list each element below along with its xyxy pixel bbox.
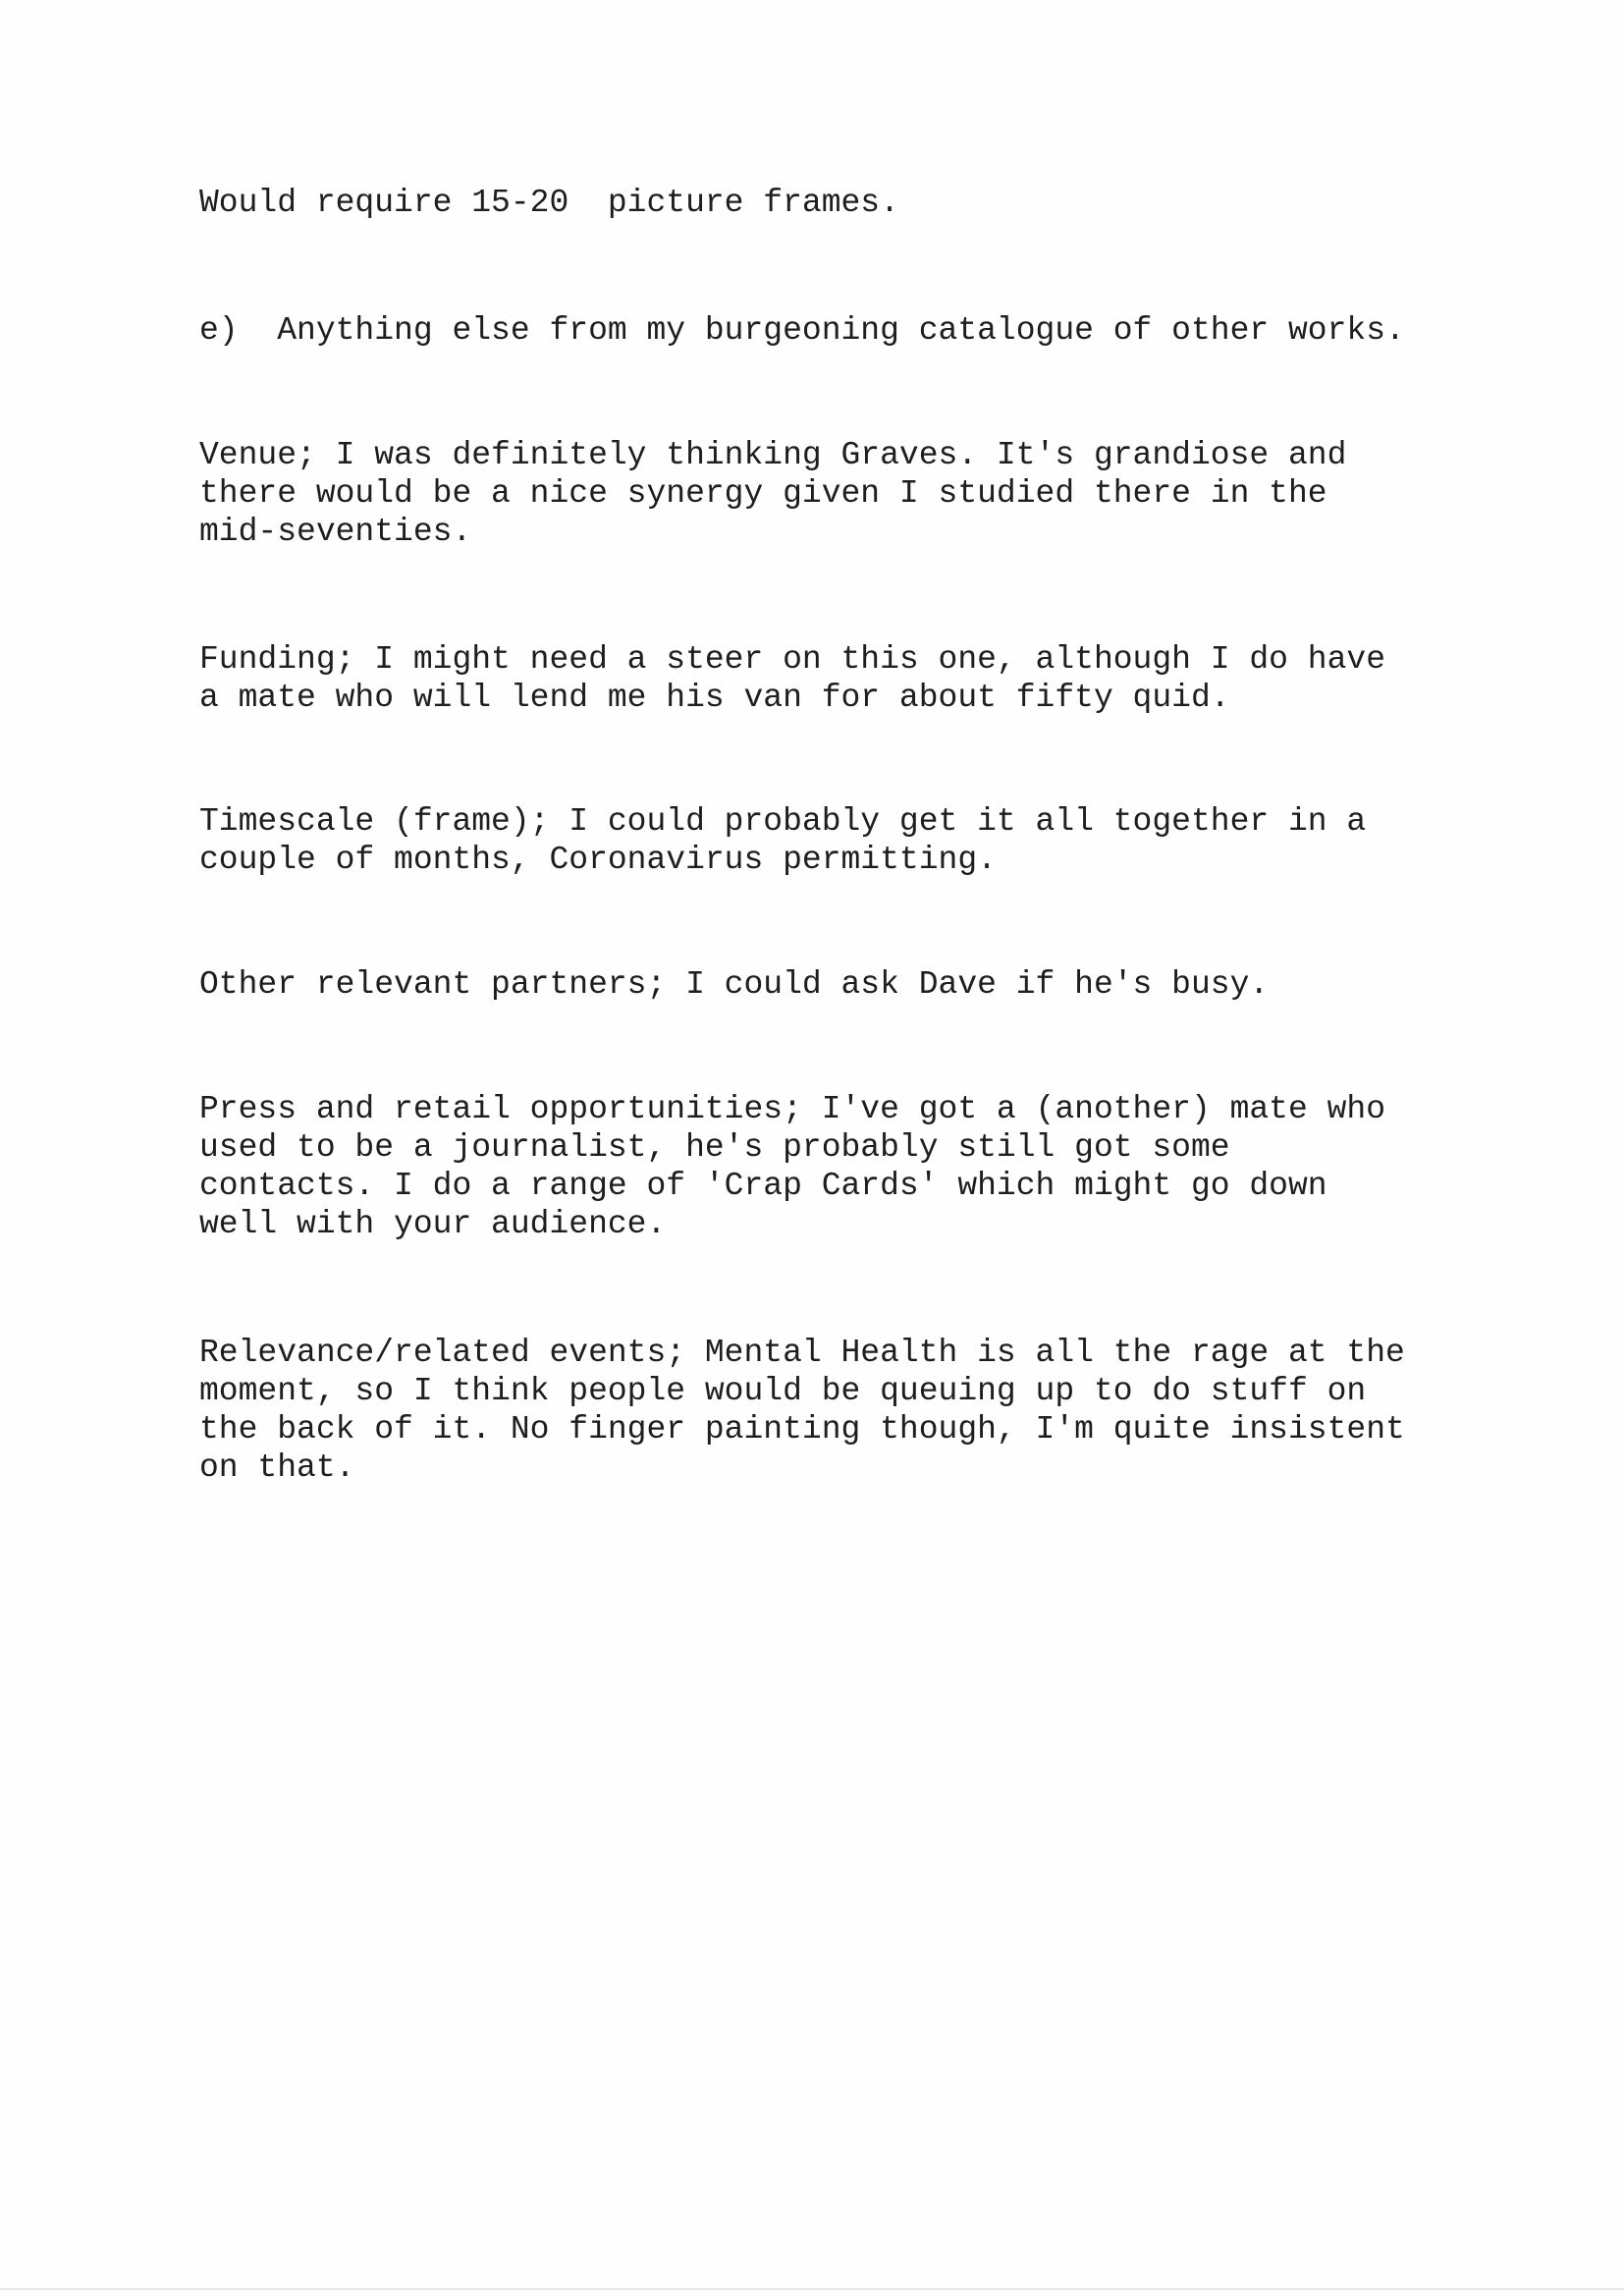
paragraph-press-retail [199, 1090, 1466, 1243]
text-line: Would require 15-20 picture frames. [199, 185, 899, 221]
text-line: Relevance/related events; Mental Health is all the rage at the [199, 1335, 1405, 1371]
text-line: Press and retail opportunities; I've got a (another) mate who [199, 1091, 1385, 1127]
text-line: Other relevant partners; I could ask Dave if he's busy. [199, 966, 1270, 1003]
paragraph-timescale [199, 802, 1466, 879]
text-line: there would be a nice synergy given I studied there in the [199, 475, 1327, 512]
text-line: Funding; I might need a steer on this one, although I do have [199, 641, 1385, 678]
text-line: Venue; I was definitely thinking Graves. It's grandiose and [199, 437, 1347, 473]
text-line: the back of it. No finger painting though, I'm quite insistent [199, 1411, 1405, 1448]
text-line: Timescale (frame); I could probably get it all together in a [199, 803, 1367, 840]
scan-edge-line [0, 2288, 1624, 2290]
paragraph-picture-frames [199, 184, 1466, 222]
text-line: e) Anything else from my burgeoning catalogue of other works. [199, 312, 1405, 349]
paragraph-venue [199, 436, 1466, 551]
text-line: mid-seventies. [199, 514, 472, 550]
text-line: contacts. I do a range of 'Crap Cards' which might go down [199, 1168, 1327, 1204]
text-line: on that. [199, 1449, 355, 1486]
text-line: well with your audience. [199, 1206, 667, 1242]
text-line: couple of months, Coronavirus permitting. [199, 842, 997, 878]
paragraph-funding [199, 640, 1466, 717]
paragraph-other-works [199, 311, 1466, 350]
paragraph-relevance [199, 1334, 1466, 1487]
text-line: moment, so I think people would be queuing up to do stuff on [199, 1373, 1367, 1409]
paragraph-partners [199, 965, 1466, 1004]
text-line: a mate who will lend me his van for about fifty quid. [199, 680, 1230, 716]
text-line: used to be a journalist, he's probably still got some [199, 1129, 1230, 1166]
